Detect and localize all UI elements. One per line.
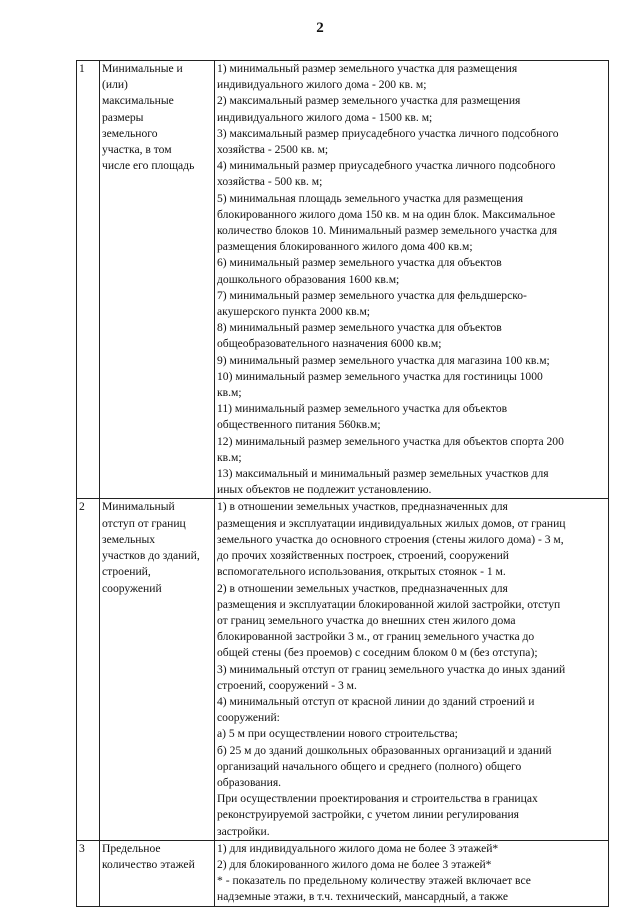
parameter-value-line: 4) минимальный размер приусадебного участка личного подсобного <box>217 159 556 173</box>
parameter-value-line: размещения и эксплуатации индивидуальных жилых домов, от границ <box>217 516 566 530</box>
parameter-value-line: кв.м; <box>217 450 242 464</box>
parameter-name-line: участков до зданий, <box>102 549 200 563</box>
parameter-value-line: застройки. <box>217 824 270 838</box>
table-row <box>77 840 609 906</box>
parameter-name-line: участка, в том <box>102 143 172 157</box>
parameter-value-line: индивидуального жилого дома - 200 кв. м; <box>217 78 427 92</box>
parameter-value-line: 11) минимальный размер земельного участка для объектов <box>217 402 508 416</box>
row-number: 1 <box>77 61 100 499</box>
parameter-value-line: размещения блокированного жилого дома 400 кв.м; <box>217 240 473 254</box>
parameter-name-line: отступ от границ <box>102 516 186 530</box>
parameter-value-line: 1) в отношении земельных участков, предназначенных для <box>217 500 508 514</box>
parameter-name <box>100 840 215 906</box>
parameter-value-line: блокированного жилого дома 150 кв. м на один блок. Максимальное <box>217 207 556 221</box>
parameter-value-line: размещения и эксплуатации блокированной жилой застройки, отступ <box>217 597 561 611</box>
parameter-name-line: сооружений <box>102 581 162 595</box>
row-number: 2 <box>77 499 100 840</box>
parameter-name-line: максимальные <box>102 94 174 108</box>
parameter-value <box>215 840 609 906</box>
parameter-name-line: размеры <box>102 110 144 124</box>
table-row <box>77 61 609 499</box>
parameter-value-line: 12) минимальный размер земельного участка для объектов спорта 200 <box>217 434 564 448</box>
parameter-value-line: При осуществлении проектирования и строительства в границах <box>217 792 538 806</box>
parameter-value-line: организаций начального общего и среднего (полного) общего <box>217 759 522 773</box>
parameter-value-line: 5) минимальная площадь земельного участка для размещения <box>217 191 524 205</box>
parameter-value-line: 2) максимальный размер земельного участка для размещения <box>217 94 521 108</box>
parameter-name-line: земельных <box>102 532 156 546</box>
parameter-value-line: а) 5 м при осуществлении нового строительства; <box>217 727 458 741</box>
parameter-value-line: хозяйства - 2500 кв. м; <box>217 143 329 157</box>
parameter-value-line: вспомогательного использования, открытых стоянок - 1 м. <box>217 565 506 579</box>
parameter-name-line: строений, <box>102 565 151 579</box>
parameter-value-line: акушерского пункта 2000 кв.м; <box>217 305 371 319</box>
parameter-value-line: дошкольного образования 1600 кв.м; <box>217 272 400 286</box>
table-row <box>77 499 609 840</box>
parameter-name-line: количество этажей <box>102 857 195 871</box>
parameter-name <box>100 61 215 499</box>
parameter-name-line: Предельное <box>102 841 161 855</box>
parameter-value-line: 7) минимальный размер земельного участка для фельдшерско- <box>217 288 527 302</box>
parameter-value-line: индивидуального жилого дома - 1500 кв. м; <box>217 110 433 124</box>
parameter-name-line: числе его площадь <box>102 159 195 173</box>
parameter-value-line: земельного участка до основного строения (стены жилого дома) - 3 м, <box>217 532 564 546</box>
parameter-value-line: 9) минимальный размер земельного участка для магазина 100 кв.м; <box>217 353 550 367</box>
parameter-value-line: блокированной застройки 3 м., от границ земельного участка до <box>217 630 535 644</box>
parameter-value-line: строений, сооружений - 3 м. <box>217 678 357 692</box>
parameter-value-line: хозяйства - 500 кв. м; <box>217 175 323 189</box>
parameter-value-line: 1) для индивидуального жилого дома не более 3 этажей* <box>217 841 499 855</box>
parameter-name-line: Минимальный <box>102 500 175 514</box>
parameter-name-line: Минимальные и <box>102 62 183 75</box>
parameter-value-line: общей стены (без проемов) с соседним блоком 0 м (без отступа); <box>217 646 538 660</box>
table-body <box>77 61 609 907</box>
parameter-value-line: иных объектов не подлежит установлению. <box>217 483 432 497</box>
parameter-value-line: от границ земельного участка до внешних стен жилого дома <box>217 613 516 627</box>
parameter-value-line: количество блоков 10. Минимальный размер земельного участка для <box>217 224 558 238</box>
parameter-name-line: земельного <box>102 126 158 140</box>
parameter-value-line: * - показатель по предельному количеству этажей включает все <box>217 874 531 888</box>
parameter-value-line: реконструируемой застройки, с учетом линии регулирования <box>217 808 519 822</box>
parameter-value-line: 1) минимальный размер земельного участка для размещения <box>217 62 518 75</box>
parameter-value <box>215 61 609 499</box>
parameter-value-line: до прочих хозяйственных построек, строений, сооружений <box>217 549 509 563</box>
parameter-value-line: 2) для блокированного жилого дома не более 3 этажей* <box>217 857 492 871</box>
parameter-value-line: б) 25 м до зданий дошкольных образованных организаций и зданий <box>217 743 552 757</box>
parameter-value-line: общественного питания 560кв.м; <box>217 418 381 432</box>
parameter-name <box>100 499 215 840</box>
parameter-value-line: 13) максимальный и минимальный размер земельных участков для <box>217 467 549 481</box>
parameter-value-line: кв.м; <box>217 386 242 400</box>
parameter-value-line: общеобразовательного назначения 6000 кв.м; <box>217 337 442 351</box>
parameter-value-line: 3) минимальный отступ от границ земельного участка до иных зданий <box>217 662 566 676</box>
parameter-value-line: надземные этажи, в т.ч. технический, мансардный, а также <box>217 890 509 904</box>
parameter-value-line: 3) максимальный размер приусадебного участка личного подсобного <box>217 126 559 140</box>
parameter-value-line: 10) минимальный размер земельного участка для гостиницы 1000 <box>217 369 543 383</box>
parameter-value-line: сооружений: <box>217 711 280 725</box>
parameter-value-line: 4) минимальный отступ от красной линии до зданий строений и <box>217 694 535 708</box>
parameter-value-line: 6) минимальный размер земельного участка для объектов <box>217 256 502 270</box>
parameter-value <box>215 499 609 840</box>
parameter-value-line: 8) минимальный размер земельного участка для объектов <box>217 321 502 335</box>
row-number: 3 <box>77 840 100 906</box>
parameter-name-line: (или) <box>102 78 128 92</box>
regulations-table <box>76 60 609 907</box>
parameter-value-line: 2) в отношении земельных участков, предназначенных для <box>217 581 508 595</box>
page-number: 2 <box>316 20 324 36</box>
parameter-value-line: образования. <box>217 775 282 789</box>
